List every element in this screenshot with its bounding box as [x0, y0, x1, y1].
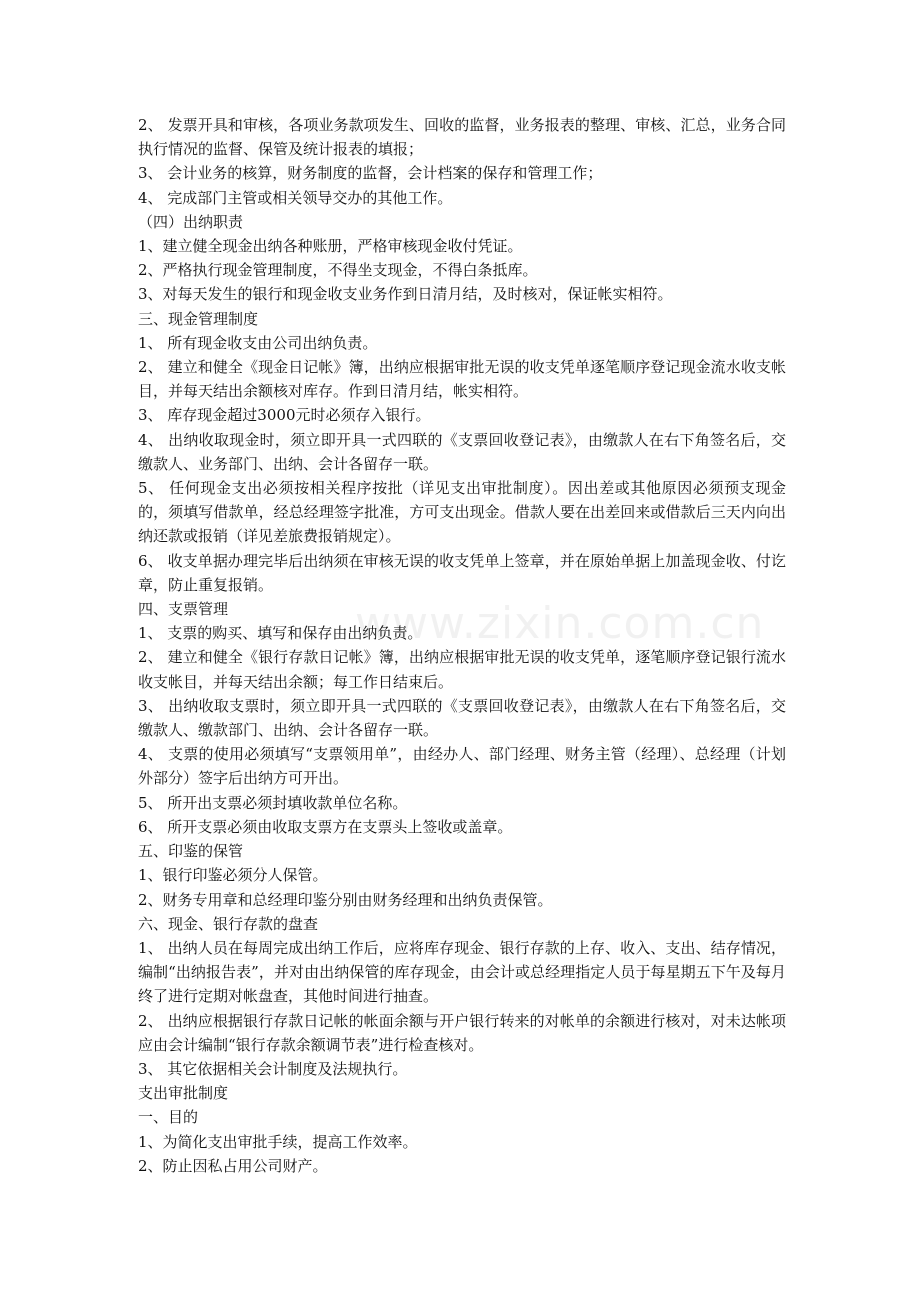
section-heading: 一、目的: [138, 1108, 199, 1127]
paragraph: 2、 发票开具和审核，各项业务款项发生、回收的监督，业务报表的整理、审核、汇总，业务合同执行情况的监督、保管及统计报表的填报；: [138, 116, 786, 159]
section-heading: 三、现金管理制度: [138, 309, 259, 328]
paragraph: 3、 库存现金超过3000元时必须存入银行。: [138, 406, 431, 425]
paragraph: 3、 其它依据相关会计制度及法规执行。: [138, 1059, 408, 1078]
paragraph: 3、 会计业务的核算，财务制度的监督，会计档案的保存和管理工作；: [138, 164, 603, 183]
paragraph: 1、 支票的购买、填写和保存由出纳负责。: [138, 624, 423, 643]
paragraph: 4、 出纳收取现金时，须立即开具一式四联的《支票回收登记表》，由缴款人在右下角签名后，交缴款人、业务部门、出纳、会计各留存一联。: [138, 430, 786, 473]
section-heading: 六、现金、银行存款的盘查: [138, 914, 319, 933]
paragraph: 2、 建立和健全《银行存款日记帐》簿，出纳应根据审批无误的收支凭单，逐笔顺序登记银行流水收支帐目，并每天结出余额；每工作日结束后。: [138, 648, 786, 691]
paragraph: 6、 收支单据办理完毕后出纳须在审核无误的收支凭单上签章，并在原始单据上加盖现金收、付讫章，防止重复报销。: [138, 551, 786, 594]
paragraph: 2、防止因私占用公司财产。: [138, 1156, 328, 1175]
section-heading: 四、支票管理: [138, 600, 229, 619]
paragraph: 2、财务专用章和总经理印鉴分别由财务经理和出纳负责保管。: [138, 890, 553, 909]
paragraph: 4、 支票的使用必须填写“支票领用单”，由经办人、部门经理、财务主管（经理）、总经理（计划外部分）签字后出纳方可开出。: [138, 745, 786, 788]
section-heading: （四）出纳职责: [138, 212, 244, 231]
watermark: www.zixin.com.cn: [355, 598, 765, 649]
document-heading: 支出审批制度: [138, 1084, 229, 1103]
paragraph: 6、 所开支票必须由收取支票方在支票头上签收或盖章。: [138, 817, 513, 836]
paragraph: 1、 所有现金收支由公司出纳负责。: [138, 333, 378, 352]
paragraph: 1、 出纳人员在每周完成出纳工作后，应将库存现金、银行存款的上存、收入、支出、结存情况，编制“出纳报告表”，并对由出纳保管的库存现金，由会计或总经理指定人员于每星期五下午及每月终了进行定期对帐盘查，其他时间进行抽查。: [138, 938, 786, 1006]
paragraph: 3、 出纳收取支票时，须立即开具一式四联的《支票回收登记表》，由缴款人在右下角签名后，交缴款人、缴款部门、出纳、会计各留存一联。: [138, 696, 786, 740]
paragraph: 2、 建立和健全《现金日记帐》簿，出纳应根据审批无误的收支凭单逐笔顺序登记现金流水收支帐目，并每天结出余额核对库存。作到日清月结，帐实相符。: [138, 358, 786, 401]
paragraph: 1、为简化支出审批手续，提高工作效率。: [138, 1132, 418, 1151]
paragraph: 1、建立健全现金出纳各种账册，严格审核现金收付凭证。: [138, 237, 523, 256]
paragraph: 5、 任何现金支出必须按相关程序按批（详见支出审批制度）。因出差或其他原因必须预支现金的，须填写借款单，经总经理签字批准，方可支出现金。借款人要在出差回来或借款后三天内向出纳还款或报销（详见差旅费报销规定）。: [138, 479, 786, 546]
document-body: [138, 113, 786, 1178]
paragraph: 3、对每天发生的银行和现金收支业务作到日清月结，及时核对，保证帐实相符。: [138, 285, 673, 304]
paragraph: 2、 出纳应根据银行存款日记帐的帐面余额与开户银行转来的对帐单的余额进行核对，对未达帐项应由会计编制“银行存款余额调节表”进行检查核对。: [138, 1011, 786, 1054]
paragraph: 2、严格执行现金管理制度，不得坐支现金，不得白条抵库。: [138, 261, 538, 280]
paragraph: 4、 完成部门主管或相关领导交办的其他工作。: [138, 188, 453, 207]
paragraph: 5、 所开出支票必须封填收款单位名称。: [138, 793, 408, 812]
paragraph: 1、银行印鉴必须分人保管。: [138, 866, 328, 885]
section-heading: 五、印鉴的保管: [138, 842, 244, 861]
